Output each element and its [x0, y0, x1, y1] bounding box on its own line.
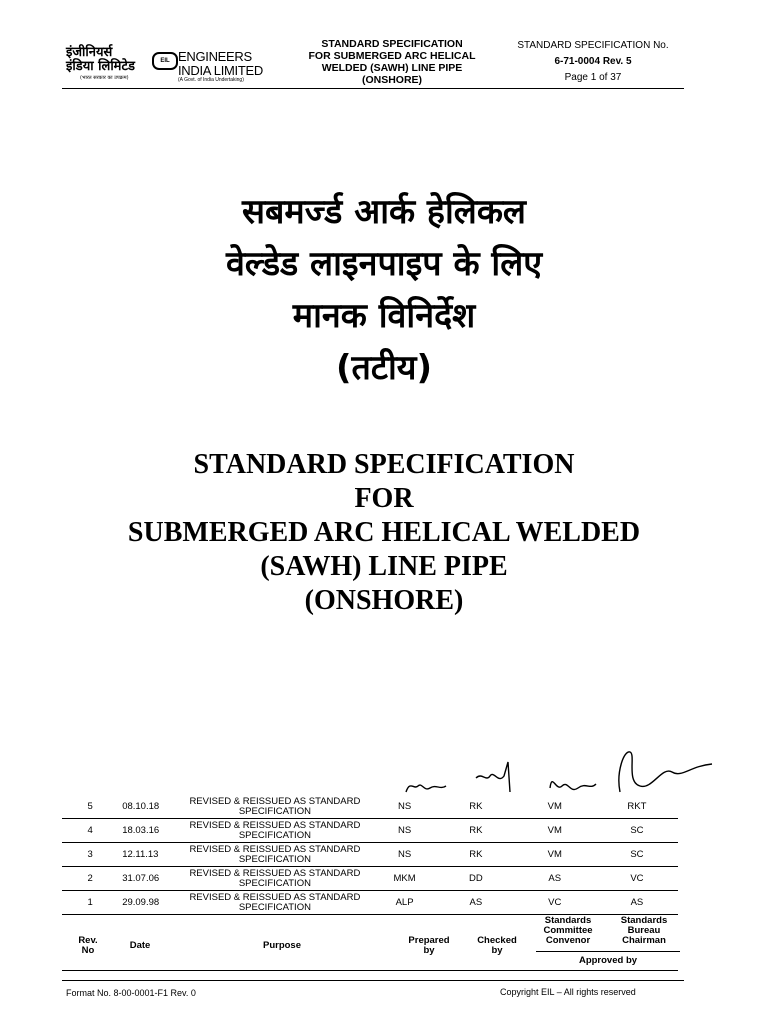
- checked-cell: DD: [438, 867, 514, 891]
- logo-hindi-line2: इंडिया लिमिटेड: [66, 59, 135, 74]
- purpose-line: SPECIFICATION: [238, 829, 311, 841]
- bureau-cell: SC: [596, 819, 678, 843]
- table-row: [62, 891, 678, 915]
- col-bureau-line: Standards: [620, 915, 668, 926]
- col-rev-line: Rev.: [78, 935, 98, 946]
- english-title: [0, 448, 768, 618]
- eil-logo: [62, 44, 272, 84]
- rev-cell: 2: [62, 867, 118, 891]
- english-title-line: FOR: [354, 483, 414, 514]
- document-header: [62, 36, 684, 88]
- col-rev-header: [62, 936, 114, 956]
- purpose-cell: [179, 795, 371, 819]
- col-committee-line: Committee: [543, 925, 593, 936]
- col-committee-line: Convenor: [545, 935, 591, 946]
- header-title-line: STANDARD SPECIFICATION: [321, 38, 463, 50]
- checked-cell: RK: [438, 819, 514, 843]
- purpose-cell: [179, 843, 371, 867]
- signatures: [390, 742, 720, 802]
- signature-bureau: [619, 752, 712, 792]
- signature-committee: [550, 782, 596, 790]
- prepared-cell: ALP: [371, 891, 438, 915]
- logo-hindi-line1: इंजीनियर्स: [66, 45, 113, 60]
- purpose-line: REVISED & REISSUED AS STANDARD: [189, 819, 361, 831]
- spec-number: 6-71-0004 Rev. 5: [554, 56, 632, 67]
- rev-cell: 5: [62, 795, 118, 819]
- col-rev-line: No: [81, 945, 95, 956]
- english-title-line: STANDARD SPECIFICATION: [193, 449, 575, 480]
- date-cell: 29.09.98: [118, 891, 179, 915]
- date-cell: 18.03.16: [118, 819, 179, 843]
- format-number: Format No. 8-00-0001-F1 Rev. 0: [66, 988, 196, 998]
- date-cell: 08.10.18: [118, 795, 179, 819]
- logo-subtitle: (A Govt. of India Undertaking): [178, 77, 244, 83]
- logo-hindi-tagline: (भारत सरकार का उपक्रम): [80, 75, 129, 81]
- logo-badge: EIL: [152, 52, 178, 70]
- approved-by-label: Approved by: [578, 955, 638, 966]
- bureau-cell: VC: [596, 867, 678, 891]
- bureau-cell: AS: [596, 891, 678, 915]
- col-purpose-header: Purpose: [262, 940, 301, 951]
- approved-divider: [536, 951, 680, 952]
- prepared-cell: NS: [371, 819, 438, 843]
- hindi-title: [0, 186, 768, 394]
- date-cell: 12.11.13: [118, 843, 179, 867]
- header-document-title: [282, 38, 502, 86]
- english-title-line: SUBMERGED ARC HELICAL WELDED: [127, 517, 641, 548]
- rev-cell: 1: [62, 891, 118, 915]
- english-title-line: (ONSHORE): [304, 585, 464, 616]
- logo-en-line1: ENGINEERS: [178, 49, 252, 64]
- col-bureau-line: Chairman: [622, 935, 666, 946]
- table-row: [62, 819, 678, 843]
- bureau-cell: SC: [596, 843, 678, 867]
- footer-divider: [62, 980, 684, 981]
- signature-checked: [476, 762, 510, 792]
- revision-table-header: [62, 914, 678, 972]
- prepared-cell: MKM: [371, 867, 438, 891]
- purpose-cell: [179, 891, 371, 915]
- hindi-title-line: मानक विनिर्देश: [292, 296, 476, 336]
- revision-table: [62, 795, 678, 915]
- purpose-line: SPECIFICATION: [238, 805, 311, 817]
- logo-en-line2: INDIA LIMITED: [178, 63, 263, 78]
- date-cell: 31.07.06: [118, 867, 179, 891]
- purpose-line: SPECIFICATION: [238, 901, 311, 913]
- col-bureau-line: Bureau: [627, 925, 661, 936]
- committee-cell: AS: [514, 867, 596, 891]
- rev-cell: 4: [62, 819, 118, 843]
- col-checked-line: by: [491, 945, 503, 956]
- col-committee-header: [530, 916, 606, 946]
- page-number: Page 1 of 37: [564, 72, 622, 83]
- purpose-cell: [179, 867, 371, 891]
- col-checked-line: Checked: [477, 935, 517, 946]
- col-prepared-line: Prepared: [408, 935, 450, 946]
- purpose-cell: [179, 819, 371, 843]
- purpose-line: SPECIFICATION: [238, 877, 311, 889]
- checked-cell: RK: [438, 795, 514, 819]
- col-prepared-header: [398, 936, 460, 956]
- table-bottom-divider: [62, 970, 678, 971]
- hindi-title-line: वेल्डेड लाइनपाइप के लिए: [225, 244, 543, 284]
- header-title-line: WELDED (SAWH) LINE PIPE: [321, 62, 463, 74]
- header-spec-info: [502, 40, 684, 84]
- checked-cell: RK: [438, 843, 514, 867]
- spec-number-label: STANDARD SPECIFICATION No.: [517, 40, 669, 51]
- col-checked-header: [464, 936, 530, 956]
- bureau-cell: RKT: [596, 795, 678, 819]
- col-committee-line: Standards: [544, 915, 592, 926]
- header-title-line: FOR SUBMERGED ARC HELICAL: [308, 50, 476, 62]
- logo-hindi-text: [66, 46, 135, 74]
- logo-english-text: [178, 50, 263, 78]
- committee-cell: VC: [514, 891, 596, 915]
- signature-prepared: [406, 785, 446, 792]
- table-row: [62, 795, 678, 819]
- prepared-cell: NS: [371, 795, 438, 819]
- col-prepared-line: by: [423, 945, 435, 956]
- purpose-line: SPECIFICATION: [238, 853, 311, 865]
- prepared-cell: NS: [371, 843, 438, 867]
- rev-cell: 3: [62, 843, 118, 867]
- hindi-title-line: (तटीय): [335, 348, 433, 388]
- col-date-header: Date: [129, 940, 151, 951]
- english-title-line: (SAWH) LINE PIPE: [260, 551, 508, 582]
- purpose-line: REVISED & REISSUED AS STANDARD: [189, 795, 361, 807]
- committee-cell: VM: [514, 795, 596, 819]
- committee-cell: VM: [514, 819, 596, 843]
- table-row: [62, 843, 678, 867]
- purpose-line: REVISED & REISSUED AS STANDARD: [189, 843, 361, 855]
- copyright-notice: Copyright EIL – All rights reserved: [500, 987, 636, 997]
- header-divider: [62, 88, 684, 89]
- col-bureau-header: [606, 916, 682, 946]
- committee-cell: VM: [514, 843, 596, 867]
- purpose-line: REVISED & REISSUED AS STANDARD: [189, 891, 361, 903]
- header-title-line: (ONSHORE): [361, 74, 423, 86]
- hindi-title-line: सबमर्ज्ड आर्क हेलिकल: [242, 192, 526, 232]
- table-row: [62, 867, 678, 891]
- checked-cell: AS: [438, 891, 514, 915]
- purpose-line: REVISED & REISSUED AS STANDARD: [189, 867, 361, 879]
